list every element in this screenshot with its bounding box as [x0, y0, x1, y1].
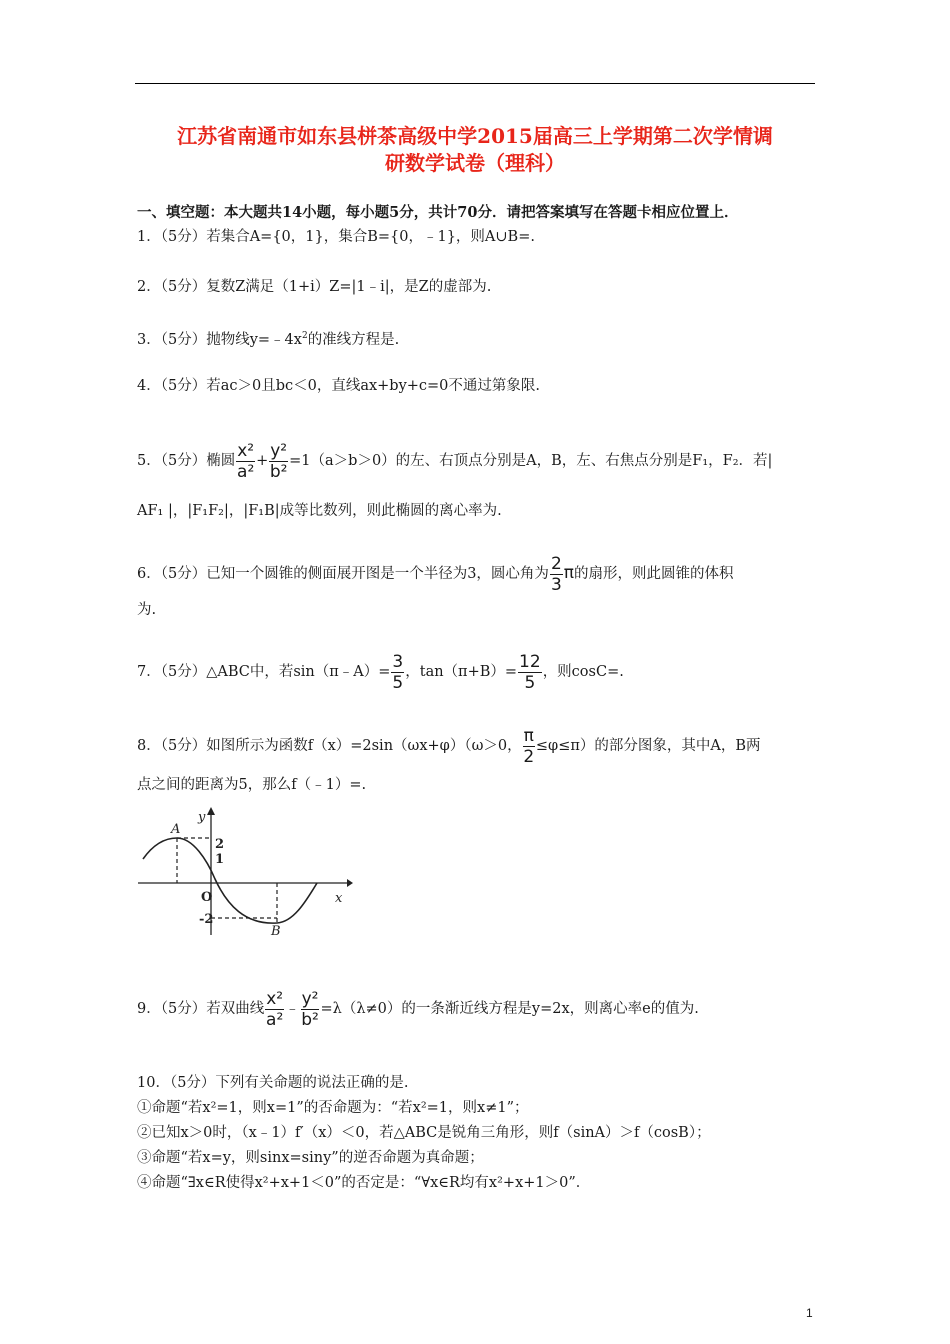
doc-title-line2: 研数学试卷（理科） — [385, 151, 565, 175]
question-6: 6．（5分）已知一个圆锥的侧面展开图是一个半径为3，圆心角为 $\frac{2}{3}$ π的扇形，则此圆锥的体积 — [137, 553, 734, 595]
header-rule — [135, 83, 815, 84]
question-10-option-2: ②已知x＞0时，（x﹣1）f′（x）＜0，若△ABC是锐角三角形，则f（sinA）＞f（cosB）； — [137, 1125, 711, 1141]
fraction: $\frac{3}{5}$ — [392, 651, 404, 693]
question-10-option-3: ③命题“若x=y，则sinx=siny”的逆否命题为真命题； — [137, 1150, 484, 1166]
question-5: 5．（5分）椭圆 $\frac{\text{x²}}{\text{a²}}$ + $\frac{\text{y²}}{\text{b²}}$ =1（a＞b＞0）的左、右顶点分别是A，B，左、右焦点分别是F₁，F₂．若| — [137, 440, 773, 482]
question-7: 7．（5分）△ABC中，若sin（π﹣A）= $\frac{3}{5}$ ，tan（π+B）= $\frac{12}{5}$ ，则cosC=. — [137, 651, 624, 693]
point-label-b: B — [271, 924, 281, 939]
fraction: $\frac{2}{3}$ — [550, 553, 562, 595]
y-axis-label: y — [198, 810, 206, 825]
question-8-line2: 点之间的距离为5，那么f（﹣1）=. — [137, 777, 367, 793]
fraction: $\frac{\text{x²}}{\text{a²}}$ — [237, 440, 255, 482]
sine-graph-figure — [135, 805, 355, 940]
question-10-option-1: ①命题“若x²=1，则x=1”的否命题为：“若x²=1，则x≠1”； — [137, 1100, 529, 1116]
question-3: 3．（5分）抛物线$y=﹣4x^2$的准线方程是. — [137, 331, 400, 348]
x-axis-label: x — [335, 891, 343, 906]
y-axis-arrow — [207, 807, 215, 815]
fraction: $\frac{\text{y²}}{\text{b²}}$ — [269, 440, 288, 482]
page-number: 1 — [806, 1306, 813, 1320]
question-1: 1．（5分）若集合A={0，1}，集合B={0，﹣1}，则A∪B=. — [137, 229, 535, 245]
fraction: $\frac{\pi}{2}$ — [523, 725, 535, 767]
sine-curve — [143, 838, 317, 923]
doc-title-line1: 江苏省南通市如东县栟茶高级中学2015届高三上学期第二次学情调 — [177, 124, 773, 148]
fraction: $\frac{12}{5}$ — [519, 651, 541, 693]
question-4: 4．（5分）若ac＞0且bc＜0，直线ax+by+c=0不通过第象限. — [137, 378, 541, 394]
question-10-option-4: ④命题“∃x∈R使得x²+x+1＜0”的否定是：“∀x∈R均有x²+x+1＞0”． — [137, 1175, 591, 1191]
section-heading: 一、填空题：本大题共14小题，每小题5分，共计70分．请把答案填写在答题卡相应位置上． — [137, 204, 739, 221]
question-2: 2．（5分）复数Z满足（1+i）Z=|1﹣i|，是Z的虚部为. — [137, 279, 492, 295]
fraction: $\frac{\text{x²}}{\text{a²}}$ — [266, 988, 284, 1030]
fraction: $\frac{\text{y²}}{\text{b²}}$ — [301, 988, 319, 1030]
question-9: 9．（5分）若双曲线 $\frac{\text{x²}}{\text{a²}}$ ﹣ $\frac{\text{y²}}{\text{b²}}$ =λ（λ≠0）的一条渐近线方程是y=2x，则离心率e的值为. — [137, 988, 699, 1030]
origin-label: O — [201, 890, 213, 905]
tick-label-1: 1 — [215, 852, 225, 867]
tick-label-2: 2 — [215, 837, 225, 852]
question-6-line2: 为. — [137, 602, 157, 618]
question-8: 8．（5分）如图所示为函数f（x）=2sin（ωx+φ）（ω＞0， $\frac{\pi}{2}$ ≤φ≤π）的部分图象，其中A，B两 — [137, 725, 761, 767]
question-5-line2: AF₁ |，|F₁F₂|，|F₁B|成等比数列，则此椭圆的离心率为. — [137, 503, 502, 519]
question-10-stem: 10．（5分）下列有关命题的说法正确的是. — [137, 1075, 409, 1091]
x-axis-arrow — [347, 879, 353, 887]
tick-label-neg2: -2 — [199, 912, 214, 927]
point-label-a: A — [171, 822, 181, 837]
